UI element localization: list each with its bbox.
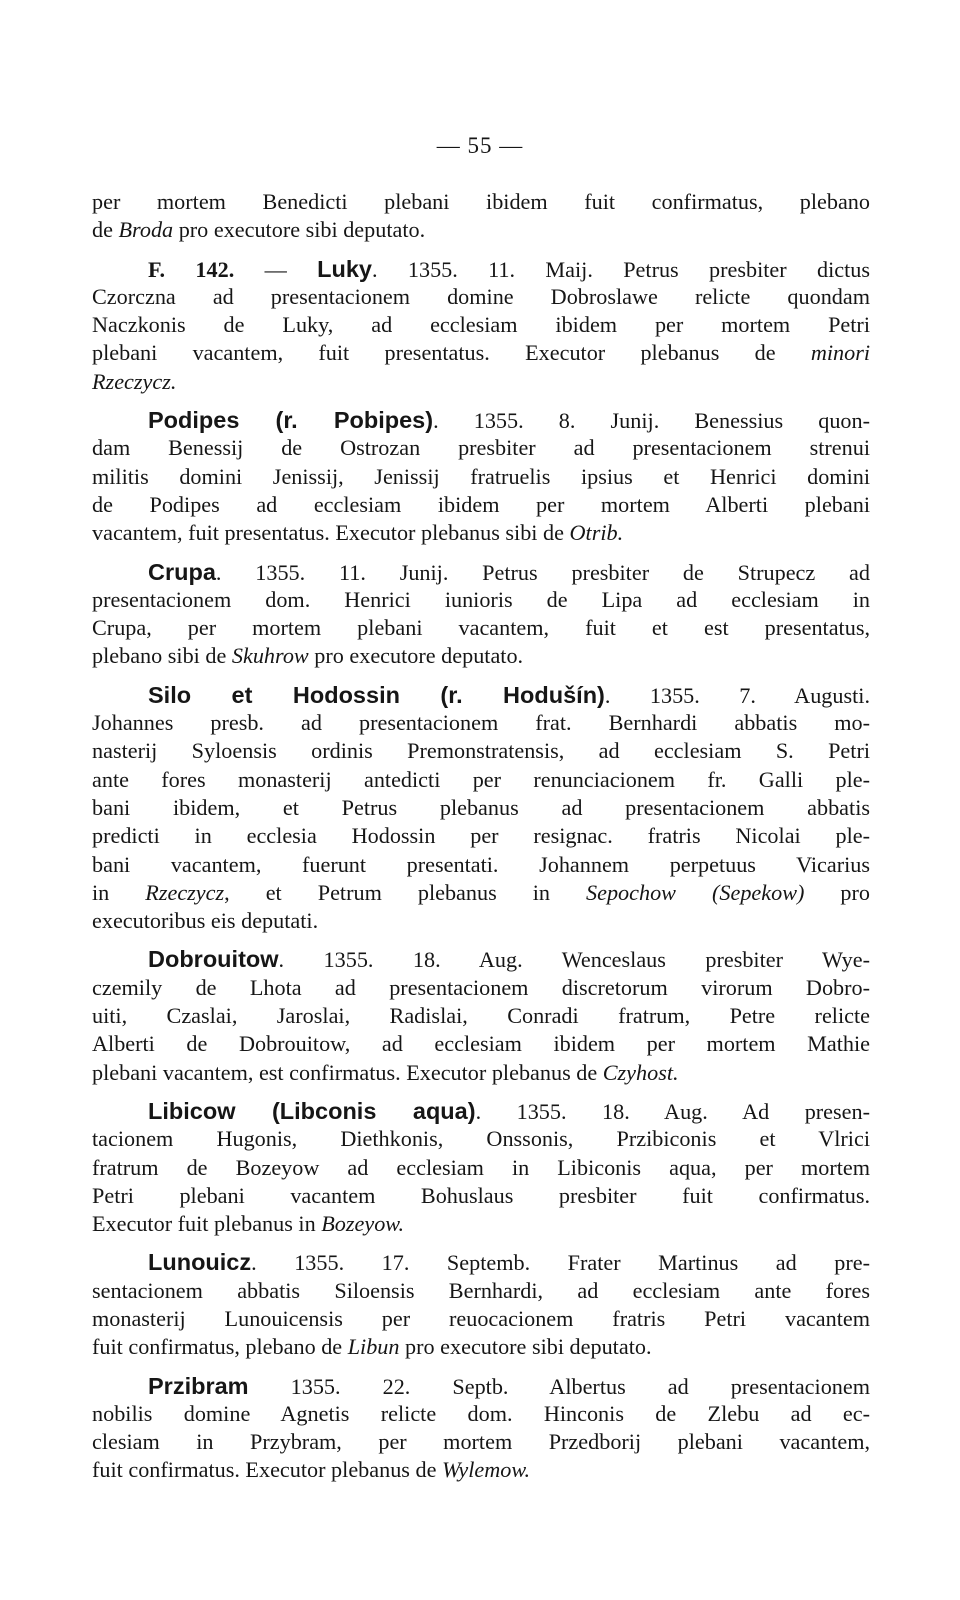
text-segment: nasterij Syloensis ordinis Premonstratensis, ad ecclesiam S. Petri: [92, 738, 870, 764]
entry-heading: Crupa: [148, 558, 216, 585]
entry: [92, 558, 870, 671]
entry: [92, 1372, 870, 1485]
text-line: [92, 283, 870, 311]
italic-place-name: Broda: [118, 217, 174, 243]
text-line: [92, 642, 870, 670]
text-line: [92, 463, 870, 491]
text-segment: fratrum de Bozeyow ad ecclesiam in Libiconis aqua, per mortem: [92, 1154, 870, 1180]
text-segment: monasterij Lunouicensis per reuocacionem fratris Petri vacantem: [92, 1305, 870, 1331]
text-segment: Crupa, per mortem plebani vacantem, fuit et est presentatus,: [92, 615, 870, 641]
text-line: [92, 1400, 870, 1428]
text-segment: . 1355. 7. Augusti.: [604, 682, 870, 708]
text-segment: . 1355. 17. Septemb. Frater Martinus ad pre-: [251, 1250, 870, 1276]
text-segment: Johannes presb. ad presentacionem frat. Bernhardi abbatis mo-: [92, 710, 870, 736]
entry: [92, 681, 870, 936]
text-line: [92, 1097, 870, 1125]
text-segment: bani ibidem, et Petrus plebanus ad presentacionem abbatis: [92, 794, 870, 820]
text-segment: . 1355. 11. Maij. Petrus presbiter dictus: [372, 256, 871, 282]
text-segment: bani vacantem, fuerunt presentati. Johannem perpetuus Vicarius: [92, 851, 870, 877]
text-segment: czemily de Lhota ad presentacionem discretorum virorum Dobro-: [92, 974, 870, 1000]
entry: [92, 255, 870, 396]
entry: [92, 1097, 870, 1238]
text-line: [92, 1305, 870, 1333]
italic-place-name: Libun: [347, 1334, 400, 1360]
text-segment: —: [234, 256, 318, 282]
text-line: [92, 1125, 870, 1153]
entry-heading: Lunouicz: [148, 1249, 252, 1276]
text-segment: nobilis domine Agnetis relicte dom. Hinconis de Zlebu ad ec-: [92, 1400, 870, 1426]
text-segment: uiti, Czaslai, Jaroslai, Radislai, Conradi fratrum, Petre relicte: [92, 1003, 870, 1029]
italic-place-name: Rzeczycz: [145, 879, 225, 905]
text-line: [92, 614, 870, 642]
text-line: [92, 1428, 870, 1456]
text-segment: vacantem, fuit presentatus. Executor plebanus sibi de: [92, 520, 570, 546]
italic-place-name: Wylemow.: [441, 1457, 531, 1483]
italic-place-name: Skuhrow: [231, 643, 309, 669]
text-segment: Executor fuit plebanus in: [92, 1211, 322, 1237]
entry: [92, 188, 870, 245]
text-segment: sentacionem abbatis Siloensis Bernhardi, ad ecclesiam ante fores: [92, 1277, 870, 1303]
italic-place-name: minori: [810, 340, 870, 366]
text-line: [92, 586, 870, 614]
text-segment: fuit confirmatus. Executor plebanus de: [92, 1457, 442, 1483]
text-line: [92, 737, 870, 765]
text-segment: . 1355. 18. Aug. Wenceslaus presbiter Wye-: [278, 947, 870, 973]
text-segment: pro executore deputato.: [308, 643, 524, 669]
text-segment: 1355. 22. Septb. Albertus ad presentacionem: [248, 1373, 870, 1399]
entry: [92, 406, 870, 547]
text-line: [92, 822, 870, 850]
text-line: [92, 907, 870, 935]
text-segment: ante fores monasterij antedicti per renunciacionem fr. Galli ple-: [92, 766, 870, 792]
text-line: [92, 1277, 870, 1305]
text-line: [92, 851, 870, 879]
entry-heading: Libicow (Libconis aqua): [148, 1097, 476, 1124]
text-line: [92, 188, 870, 216]
text-segment: de Podipes ad ecclesiam ibidem per mortem Alberti plebani: [92, 491, 870, 517]
text-line: [92, 519, 870, 547]
text-line: [92, 406, 870, 434]
text-line: [92, 709, 870, 737]
text-line: [92, 945, 870, 973]
text-line: [92, 1182, 870, 1210]
text-line: [92, 1154, 870, 1182]
text-segment: . 1355. 11. Junij. Petrus presbiter de Strupecz ad: [215, 559, 870, 585]
entry-heading: Silo et Hodossin (r. Hodušín): [148, 681, 605, 708]
italic-place-name: Bozeyow.: [321, 1211, 404, 1237]
text-line: [92, 1248, 870, 1276]
entry: [92, 1248, 870, 1361]
text-segment: fuit confirmatus, plebano de: [92, 1334, 348, 1360]
text-line: [92, 879, 870, 907]
text-line: [92, 1456, 870, 1484]
text-line: [92, 1030, 870, 1058]
text-segment: . 1355. 8. Junij. Benessius quon-: [433, 408, 870, 434]
folio-reference: F. 142.: [148, 256, 235, 282]
text-line: [92, 974, 870, 1002]
text-segment: pro: [804, 879, 870, 905]
text-segment: plebani vacantem, est confirmatus. Executor plebanus de: [92, 1059, 603, 1085]
italic-place-name: Sepochow (Sepekow): [586, 879, 805, 905]
text-line: [92, 1002, 870, 1030]
text-line: [92, 1372, 870, 1400]
italic-place-name: Rzeczycz.: [92, 368, 177, 394]
text-line: [92, 255, 870, 283]
italic-place-name: Czyhost.: [602, 1059, 679, 1085]
text-segment: per mortem Benedicti plebani ibidem fuit confirmatus, plebano: [92, 189, 870, 214]
entry-heading: Luky: [317, 255, 372, 282]
text-line: [92, 1333, 870, 1361]
text-segment: de: [92, 217, 119, 243]
text-segment: presentacionem dom. Henrici iunioris de Lipa ad ecclesiam in: [92, 586, 870, 612]
text-line: [92, 339, 870, 367]
text-segment: Alberti de Dobrouitow, ad ecclesiam ibidem per mortem Mathie: [92, 1031, 870, 1057]
text-line: [92, 794, 870, 822]
text-line: [92, 434, 870, 462]
text-segment: Naczkonis de Luky, ad ecclesiam ibidem per mortem Petri: [92, 312, 870, 338]
text-segment: dam Benessij de Ostrozan presbiter ad presentacionem strenui: [92, 435, 870, 461]
text-segment: predicti in ecclesia Hodossin per resignac. fratris Nicolai ple-: [92, 823, 870, 849]
text-line: [92, 368, 870, 396]
text-line: [92, 1210, 870, 1238]
text-segment: plebani vacantem, fuit presentatus. Executor plebanus de: [92, 340, 811, 366]
text-segment: clesiam in Przybram, per mortem Przedborij plebani vacantem,: [92, 1429, 870, 1455]
page-number: — 55 —: [436, 133, 524, 158]
text-line: [92, 558, 870, 586]
text-segment: tacionem Hugonis, Diethkonis, Onssonis, Przibiconis et Vlrici: [92, 1126, 870, 1152]
text-line: [92, 491, 870, 519]
text-line: [92, 1059, 870, 1087]
text-segment: plebano sibi de: [92, 643, 232, 669]
text-line: [92, 216, 870, 244]
text-line: [92, 311, 870, 339]
text-segment: executoribus eis deputati.: [92, 908, 319, 934]
entry-heading: Przibram: [148, 1372, 249, 1399]
text-segment: pro executore sibi deputato.: [173, 217, 426, 243]
text-segment: in: [92, 879, 146, 905]
italic-place-name: Otrib.: [569, 520, 624, 546]
text-segment: Petri plebani vacantem Bohuslaus presbiter fuit confirmatus.: [92, 1182, 870, 1208]
document-body: [92, 188, 870, 1485]
text-line: [92, 681, 870, 709]
entry-heading: Dobrouitow: [148, 946, 279, 973]
text-segment: , et Petrum plebanus in: [224, 879, 587, 905]
entry: [92, 945, 870, 1086]
text-segment: . 1355. 18. Aug. Ad presen-: [475, 1098, 870, 1124]
text-segment: militis domini Jenissij, Jenissij fratruelis ipsius et Henrici domini: [92, 463, 870, 489]
text-segment: Czorczna ad presentacionem domine Dobroslawe relicte quondam: [92, 283, 870, 309]
text-segment: pro executore sibi deputato.: [399, 1334, 652, 1360]
entry-heading: Podipes (r. Pobipes): [148, 407, 434, 434]
text-line: [92, 766, 870, 794]
